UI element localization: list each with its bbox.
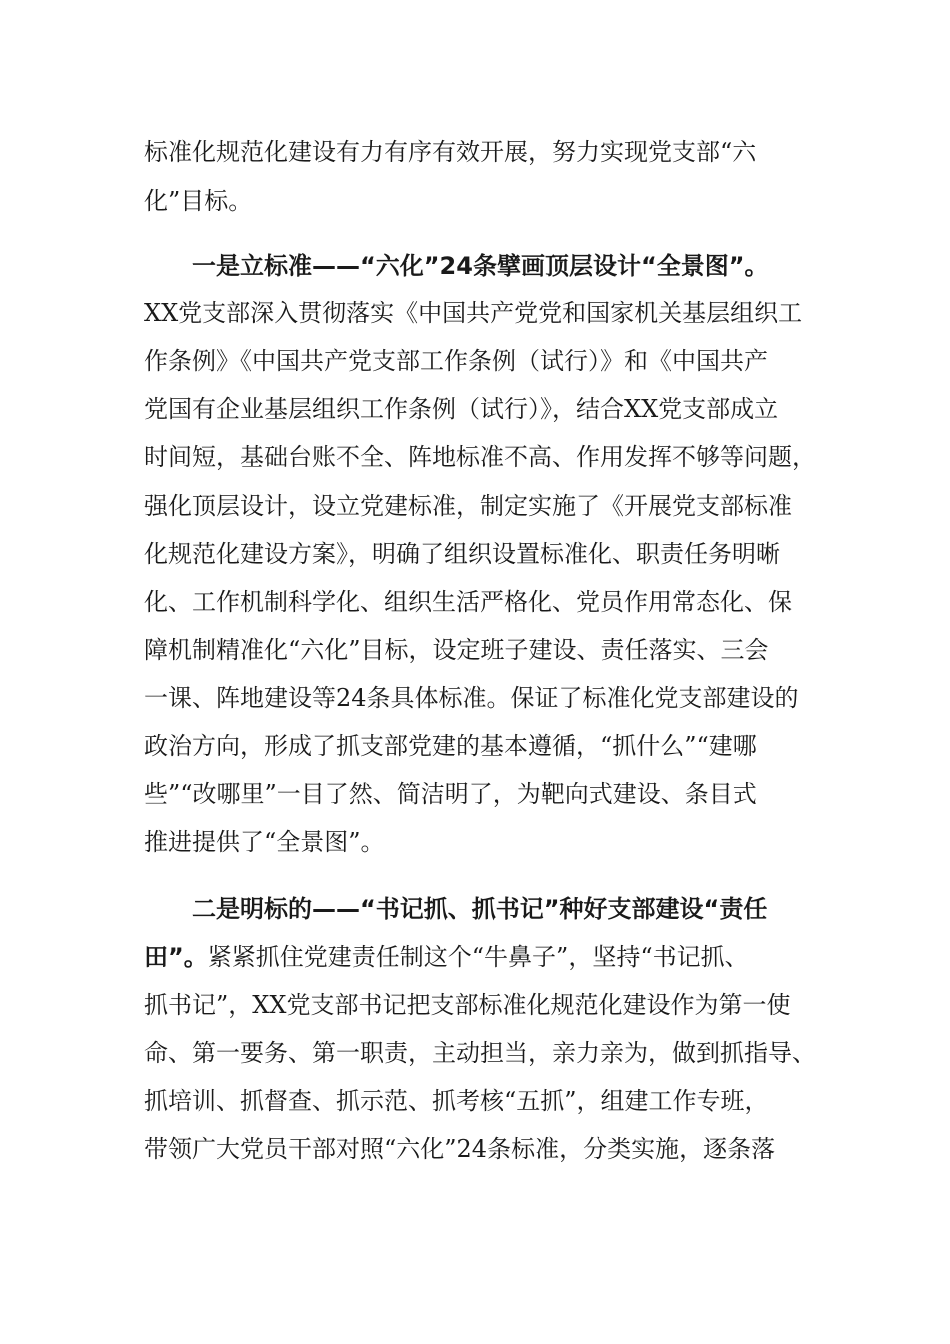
paragraph-line: 强化顶层设计，设立党建标准，制定实施了《开展党支部标准 [144, 492, 792, 520]
paragraph-line: 化”目标。 [144, 187, 253, 215]
paragraph-line: 些”“改哪里”一目了然、简洁明了，为靶向式建设、条目式 [144, 780, 757, 808]
paragraph-line: 化、工作机制科学化、组织生活严格化、党员作用常态化、保 [144, 588, 792, 616]
paragraph-line: 带领广大党员干部对照“六化”24条标准，分类实施，逐条落 [144, 1135, 776, 1163]
paragraph-line: 障机制精准化“六化”目标，设定班子建设、责任落实、三会 [144, 636, 769, 664]
paragraph-line: 化规范化建设方案》，明确了组织设置标准化、职责任务明晰 [144, 540, 780, 568]
paragraph-line: 时间短，基础台账不全、阵地标准不高、作用发挥不够等问题， [144, 443, 816, 471]
section-heading-2: 二是明标的——“书记抓、抓书记”种好支部建设“责任 [192, 895, 768, 923]
paragraph-text: 紧紧抓住党建责任制这个“牛鼻子”，坚持“书记抓、 [207, 943, 749, 971]
paragraph-line: 抓培训、抓督查、抓示范、抓考核“五抓”，组建工作专班， [144, 1087, 769, 1115]
paragraph-line: 标准化规范化建设有力有序有效开展，努力实现党支部“六 [144, 138, 757, 166]
paragraph-line: 抓书记”，XX党支部书记把支部标准化规范化建设作为第一使 [144, 991, 791, 1019]
paragraph-line: 作条例》《中国共产党支部工作条例（试行）》和《中国共产 [144, 347, 768, 375]
paragraph-line [144, 937, 749, 977]
paragraph-line: XX党支部深入贯彻落实《中国共产党党和国家机关基层组织工 [144, 299, 803, 327]
paragraph-line: 一课、阵地建设等24条具体标准。保证了标准化党支部建设的 [144, 684, 799, 712]
paragraph-line: 推进提供了“全景图”。 [144, 828, 385, 856]
section-heading-1: 一是立标准——“六化”24条擘画顶层设计“全景图”。 [192, 252, 769, 280]
section-heading-2-tail: 田”。 [144, 943, 208, 971]
paragraph-line: 政治方向，形成了抓支部党建的基本遵循，“抓什么”“建哪 [144, 732, 757, 760]
paragraph-line: 党国有企业基层组织工作条例（试行）》，结合XX党支部成立 [144, 395, 779, 423]
paragraph-line: 命、第一要务、第一职责，主动担当，亲力亲为，做到抓指导、 [144, 1039, 816, 1067]
